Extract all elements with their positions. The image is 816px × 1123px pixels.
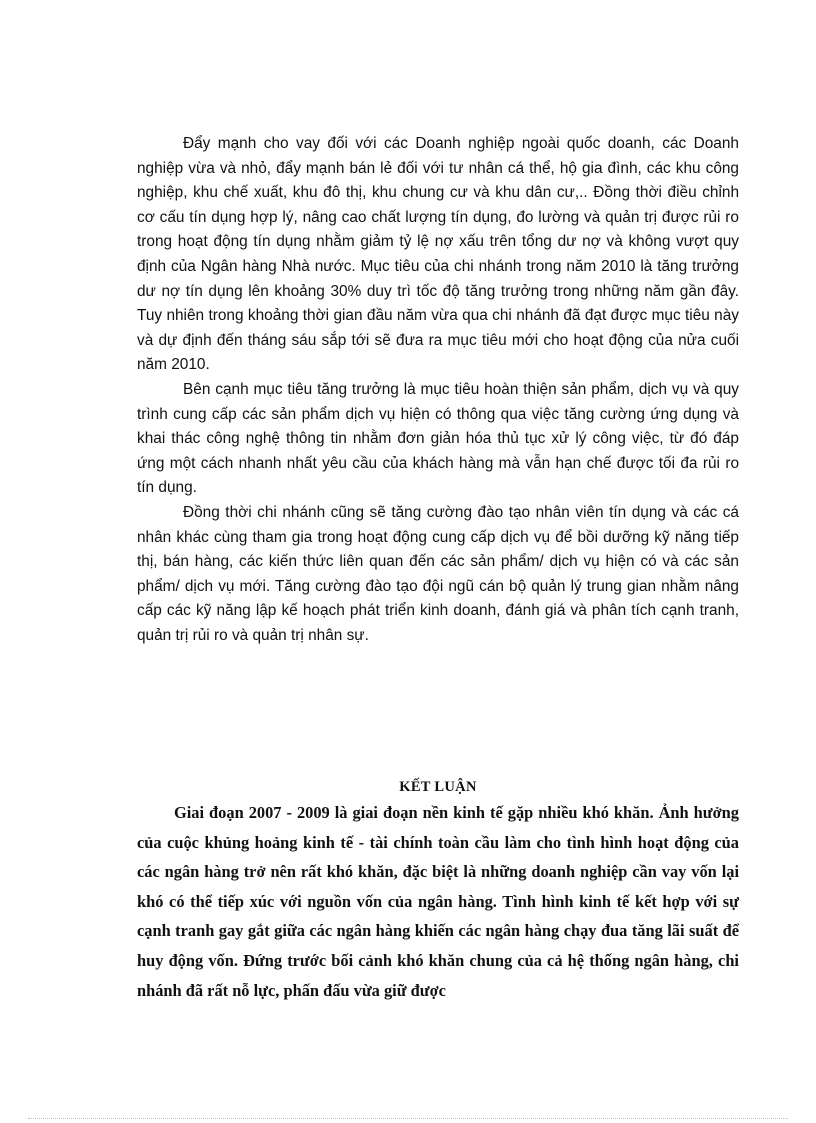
- conclusion-heading: KẾT LUẬN: [399, 779, 477, 795]
- paragraph-product-improvement: Bên cạnh mục tiêu tăng trưởng là mục tiêu hoàn thiện sản phẩm, dịch vụ và quy trình cung cấp các sản phẩm dịch vụ hiện có thông qua việc tăng cường ứng dụng và khai thác công nghệ thông tin nhằm đơn giản hóa thủ tục xử lý công việc, từ đó đáp ứng một cách nhanh nhất yêu cầu của khách hàng mà vẫn hạn chế được tối đa rủi ro tín dụng.: [137, 380, 739, 497]
- conclusion-paragraph: Giai đoạn 2007 - 2009 là giai đoạn nền kinh tế gặp nhiều khó khăn. Ảnh hưởng của cuộc khủng hoảng kinh tế - tài chính toàn cầu làm cho tình hình hoạt động của các ngân hàng trở nên rất khó khăn, đặc biệt là những doanh nghiệp cần vay vốn lại khó có thể tiếp xúc với nguồn vốn của ngân hàng. Tình hình kinh tế kết hợp với sự cạnh tranh gay gắt giữa các ngân hàng khiến các ngân hàng chạy đua tăng lãi suất để huy động vốn. Đứng trước bối cảnh khó khăn chung của cả hệ thống ngân hàng, chi nhánh đã rất nỗ lực, phấn đấu vừa giữ được: [137, 803, 739, 1000]
- conclusion-section: [137, 776, 739, 1005]
- paragraph-staff-training: Đồng thời chi nhánh cũng sẽ tăng cường đào tạo nhân viên tín dụng và các cá nhân khác cùng tham gia trong hoạt động cung cấp dịch vụ để bồi dưỡng kỹ năng tiếp thị, bán hàng, các kiến thức liên quan đến các sản phẩm/ dịch vụ hiện có và các sản phẩm/ dịch vụ mới. Tăng cường đào tạo đội ngũ cán bộ quản lý trung gian nhằm nâng cấp các kỹ năng lập kế hoạch phát triển kinh doanh, đánh giá và phân tích cạnh tranh, quản trị rủi ro và quản trị nhân sự.: [137, 503, 739, 644]
- paragraph-credit-growth: Đẩy mạnh cho vay đối với các Doanh nghiệp ngoài quốc doanh, các Doanh nghiệp vừa và nhỏ, đẩy mạnh bán lẻ đối với tư nhân cá thể, hộ gia đình, các khu công nghiệp, khu chế xuất, khu đô thị, khu chung cư và khu dân cư,.. Đồng thời điều chỉnh cơ cấu tín dụng hợp lý, nâng cao chất lượng tín dụng, đo lường và quản trị được rủi ro trong hoạt động tín dụng nhằm giảm tỷ lệ nợ xấu trên tổng dư nợ và không vượt quy định của Ngân hàng Nhà nước. Mục tiêu của chi nhánh trong năm 2010 là tăng trưởng dư nợ tín dụng lên khoảng 30% duy trì tốc độ tăng trưởng trong những năm gần đây. Tuy nhiên trong khoảng thời gian đầu năm vừa qua chi nhánh đã đạt được mục tiêu này và dự định đến tháng sáu sắp tới sẽ đưa ra mục tiêu mới cho hoạt động của nửa cuối năm 2010.: [137, 135, 739, 374]
- body-text-section: [137, 132, 739, 648]
- page-bottom-divider: [28, 1118, 788, 1119]
